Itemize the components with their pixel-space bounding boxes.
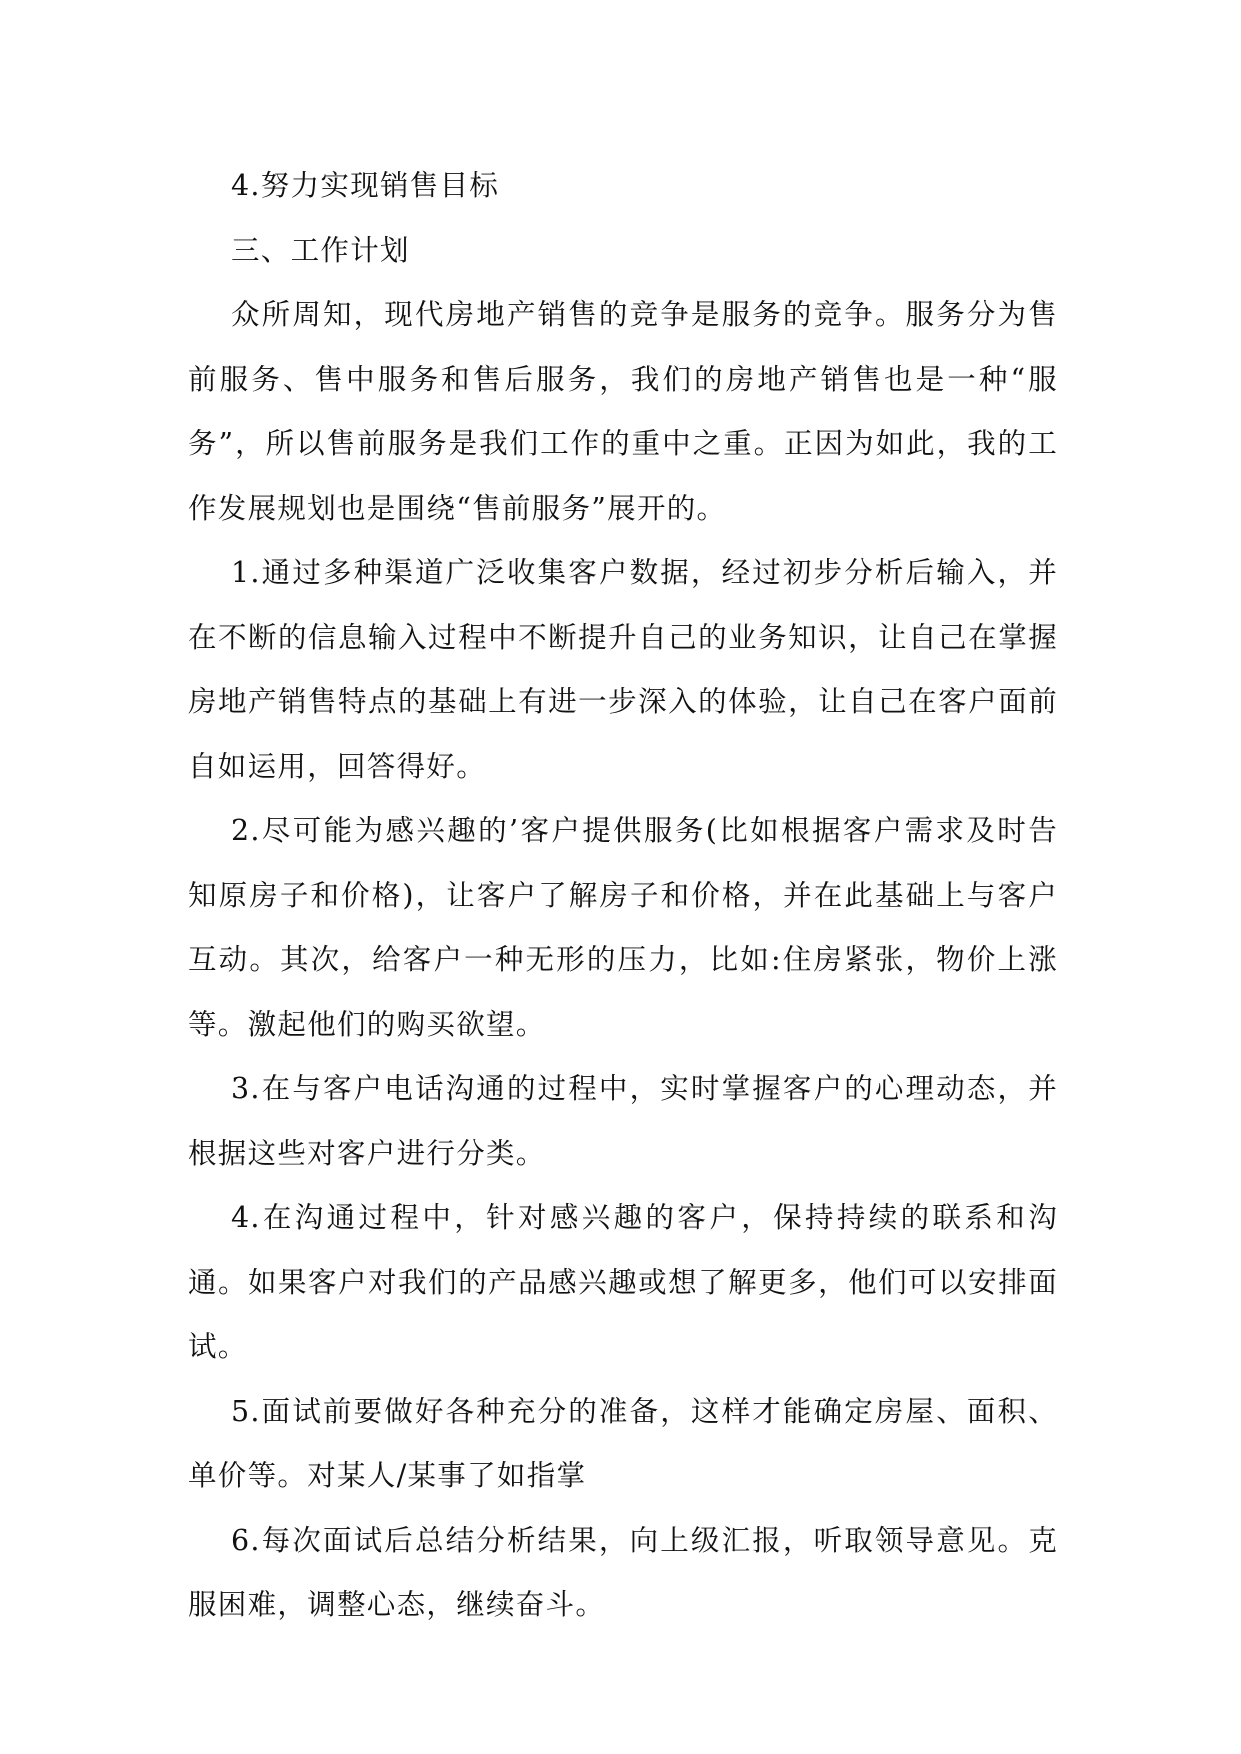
plan-item-5: 5.面试前要做好各种充分的准备，这样才能确定房屋、面积、单价等。对某人/某事了如指掌 bbox=[188, 1394, 1058, 1492]
document-body bbox=[188, 154, 1058, 1638]
plan-item-6: 6.每次面试后总结分析结果，向上级汇报，听取领导意见。克服困难，调整心态，继续奋斗。 bbox=[188, 1523, 1058, 1621]
plan-item-2: 2.尽可能为感兴趣的’客户提供服务(比如根据客户需求及时告知原房子和价格)，让客户了解房子和价格，并在此基础上与客户互动。其次，给客户一种无形的压力，比如:住房紧张，物价上涨等。激起他们的购买欲望。 bbox=[188, 814, 1058, 1041]
plan-item-3: 3.在与客户电话沟通的过程中，实时掌握客户的心理动态，并根据这些对客户进行分类。 bbox=[188, 1072, 1058, 1170]
section-heading-work-plan: 三、工作计划 bbox=[231, 233, 410, 267]
paragraph-intro: 众所周知，现代房地产销售的竞争是服务的竞争。服务分为售前服务、售中服务和售后服务，我们的房地产销售也是一种“服务”，所以售前服务是我们工作的重中之重。正因为如此，我的工作发展规划也是围绕“售前服务”展开的。 bbox=[188, 298, 1058, 525]
plan-item-1: 1.通过多种渠道广泛收集客户数据，经过初步分析后输入，并在不断的信息输入过程中不断提升自己的业务知识，让自己在掌握房地产销售特点的基础上有进一步深入的体验，让自己在客户面前自如运用，回答得好。 bbox=[188, 556, 1058, 783]
list-item-sales-target: 4.努力实现销售目标 bbox=[231, 169, 500, 202]
plan-item-4: 4.在沟通过程中，针对感兴趣的客户，保持持续的联系和沟通。如果客户对我们的产品感兴趣或想了解更多，他们可以安排面试。 bbox=[188, 1201, 1058, 1363]
